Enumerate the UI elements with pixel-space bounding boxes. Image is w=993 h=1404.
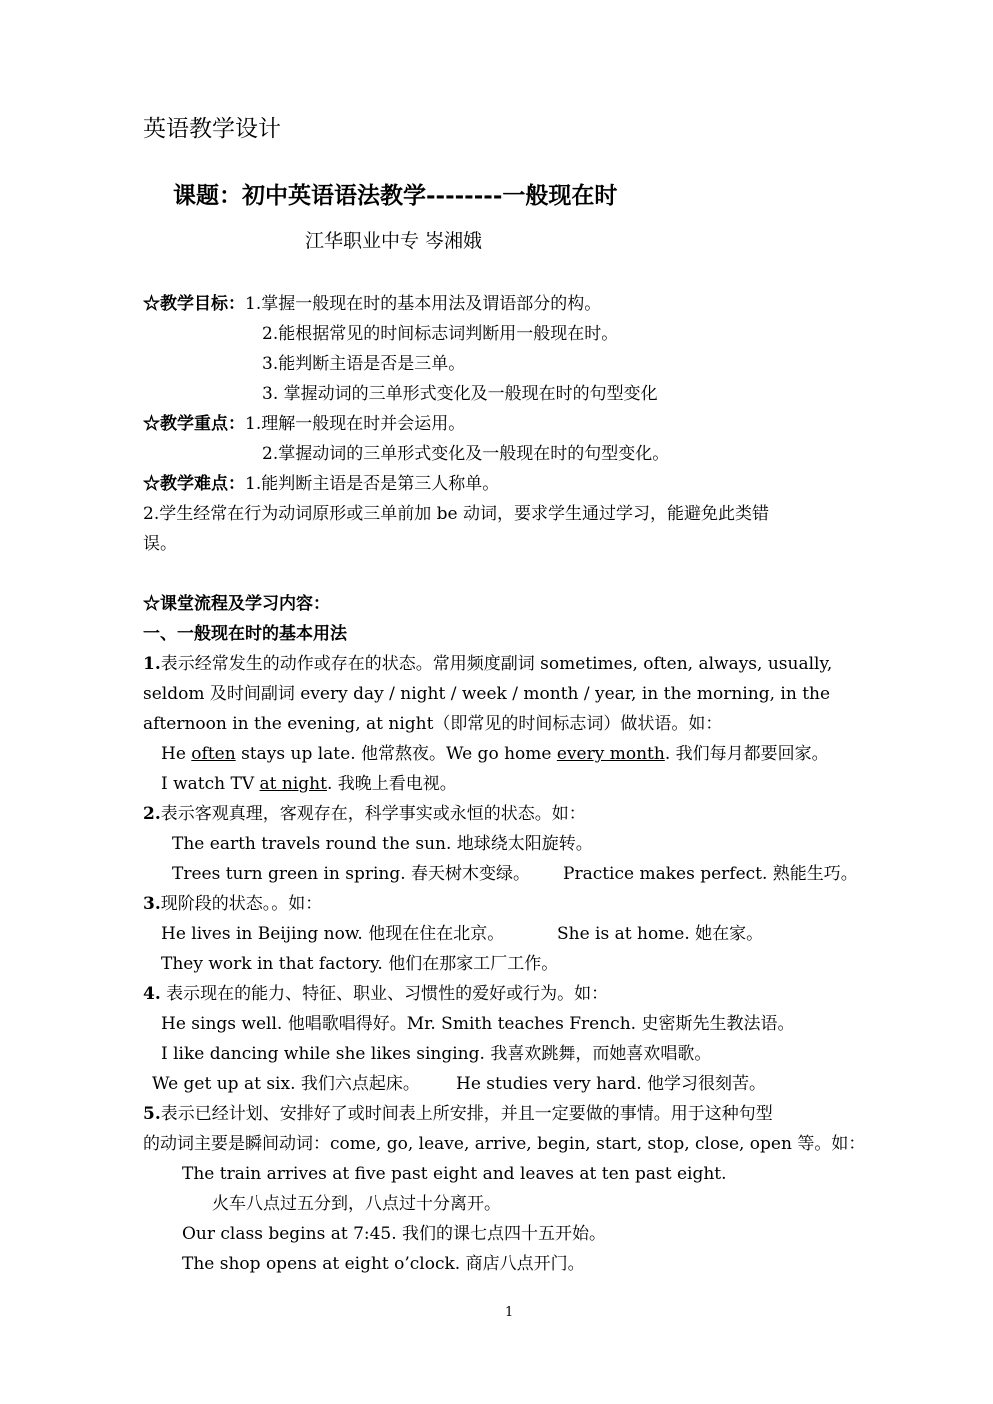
- example-translation: 火车八点过五分到，八点过十分离开。: [212, 1194, 501, 1214]
- usage-number: 1.: [143, 654, 161, 674]
- example-sentence: [161, 742, 829, 766]
- usage5-line: 的动词主要是瞬间动词：come, go, leave, arrive, begin, start, stop, close, open 等。如：: [143, 1134, 866, 1154]
- example-text: I watch TV: [161, 774, 260, 794]
- goals-row-1: [143, 292, 601, 316]
- section1-heading: 一、一般现在时的基本用法: [143, 624, 347, 644]
- example-sentence: Trees turn green in spring. 春天树木变绿。: [172, 864, 531, 884]
- goal-item: 3. 掌握动词的三单形式变化及一般现在时的句型变化: [262, 384, 658, 404]
- difficulty-item-line: 2.学生经常在行为动词原形或三单前加 be 动词，要求学生通过学习，能避免此类错: [143, 504, 769, 524]
- document-title: 英语教学设计: [143, 116, 281, 142]
- example-sentence: He sings well. 他唱歌唱得好。Mr. Smith teaches French. 史密斯先生教法语。: [161, 1014, 795, 1034]
- difficulties-label: ☆教学难点：: [143, 474, 245, 494]
- example-text: . 我们每月都要回家。: [664, 744, 829, 764]
- goals-label: ☆教学目标：: [143, 294, 245, 314]
- usage1-line: [143, 652, 832, 676]
- key-point-item: 2.掌握动词的三单形式变化及一般现在时的句型变化。: [262, 444, 670, 464]
- usage-text: 表示客观真理，客观存在，科学事实或永恒的状态。如：: [160, 804, 586, 824]
- example-sentence: They work in that factory. 他们在那家工厂工作。: [161, 954, 559, 974]
- example-text: He: [161, 744, 192, 764]
- goal-item: 2.能根据常见的时间标志词判断用一般现在时。: [262, 324, 619, 344]
- usage-number: 5.: [143, 1104, 161, 1124]
- difficulty-item: 1.能判断主语是否是第三人称单。: [245, 474, 500, 494]
- goal-item: 3.能判断主语是否是三单。: [262, 354, 466, 374]
- example-sentence: Practice makes perfect. 熟能生巧。: [563, 864, 858, 884]
- usage-number: 4.: [143, 984, 161, 1004]
- underlined-keyword: every month: [556, 744, 665, 764]
- usage-text: 表示现在的能力、特征、职业、习惯性的爱好或行为。如：: [160, 984, 609, 1004]
- key-points-label: ☆教学重点：: [143, 414, 245, 434]
- example-sentence: The shop opens at eight o’clock. 商店八点开门。: [182, 1254, 585, 1274]
- goal-item: 1.掌握一般现在时的基本用法及谓语部分的构。: [245, 294, 602, 314]
- lesson-title: 课题：初中英语语法教学--------一般现在时: [173, 182, 618, 209]
- example-sentence: Our class begins at 7:45. 我们的课七点四十五开始。: [182, 1224, 607, 1244]
- example-sentence: The train arrives at five past eight and leaves at ten past eight.: [182, 1164, 727, 1184]
- underlined-keyword: at night: [259, 774, 327, 794]
- process-heading: ☆课堂流程及学习内容：: [143, 594, 330, 614]
- usage4-line: [143, 982, 608, 1006]
- example-sentence: She is at home. 她在家。: [557, 924, 764, 944]
- usage-text: 表示经常发生的动作或存在的状态。常用频度副词 sometimes, often, always, usually,: [160, 654, 833, 674]
- example-sentence: I like dancing while she likes singing. 我喜欢跳舞，而她喜欢唱歌。: [161, 1044, 712, 1064]
- example-sentence: The earth travels round the sun. 地球绕太阳旋转。: [172, 834, 593, 854]
- example-sentence: We get up at six. 我们六点起床。: [152, 1074, 420, 1094]
- example-sentence: [161, 772, 457, 796]
- usage2-line: [143, 802, 586, 826]
- example-sentence: He studies very hard. 他学习很刻苦。: [456, 1074, 767, 1094]
- usage1-line: seldom 及时间副词 every day / night / week / month / year, in the morning, in the: [143, 684, 831, 704]
- difficulties-row-1: [143, 472, 499, 496]
- example-text: stays up late. 他常熬夜。We go home: [235, 744, 557, 764]
- key-point-item: 1.理解一般现在时并会运用。: [245, 414, 466, 434]
- school-author: 江华职业中专 岑湘娥: [305, 230, 483, 252]
- usage1-line: afternoon in the evening, at night（即常见的时间标志词）做状语。如：: [143, 714, 723, 734]
- difficulty-item-line: 误。: [143, 534, 177, 554]
- key-points-row-1: [143, 412, 465, 436]
- underlined-keyword: often: [191, 744, 236, 764]
- usage3-line: [143, 892, 322, 916]
- page-number: 1: [505, 1305, 514, 1320]
- usage5-line: [143, 1102, 773, 1126]
- example-text: . 我晚上看电视。: [326, 774, 457, 794]
- usage-text: 现阶段的状态。。如：: [160, 894, 323, 914]
- example-sentence: He lives in Beijing now. 他现在住在北京。: [161, 924, 505, 944]
- usage-number: 3.: [143, 894, 161, 914]
- usage-number: 2.: [143, 804, 161, 824]
- usage-text: 表示已经计划、安排好了或时间表上所安排，并且一定要做的事情。用于这种句型: [160, 1104, 773, 1124]
